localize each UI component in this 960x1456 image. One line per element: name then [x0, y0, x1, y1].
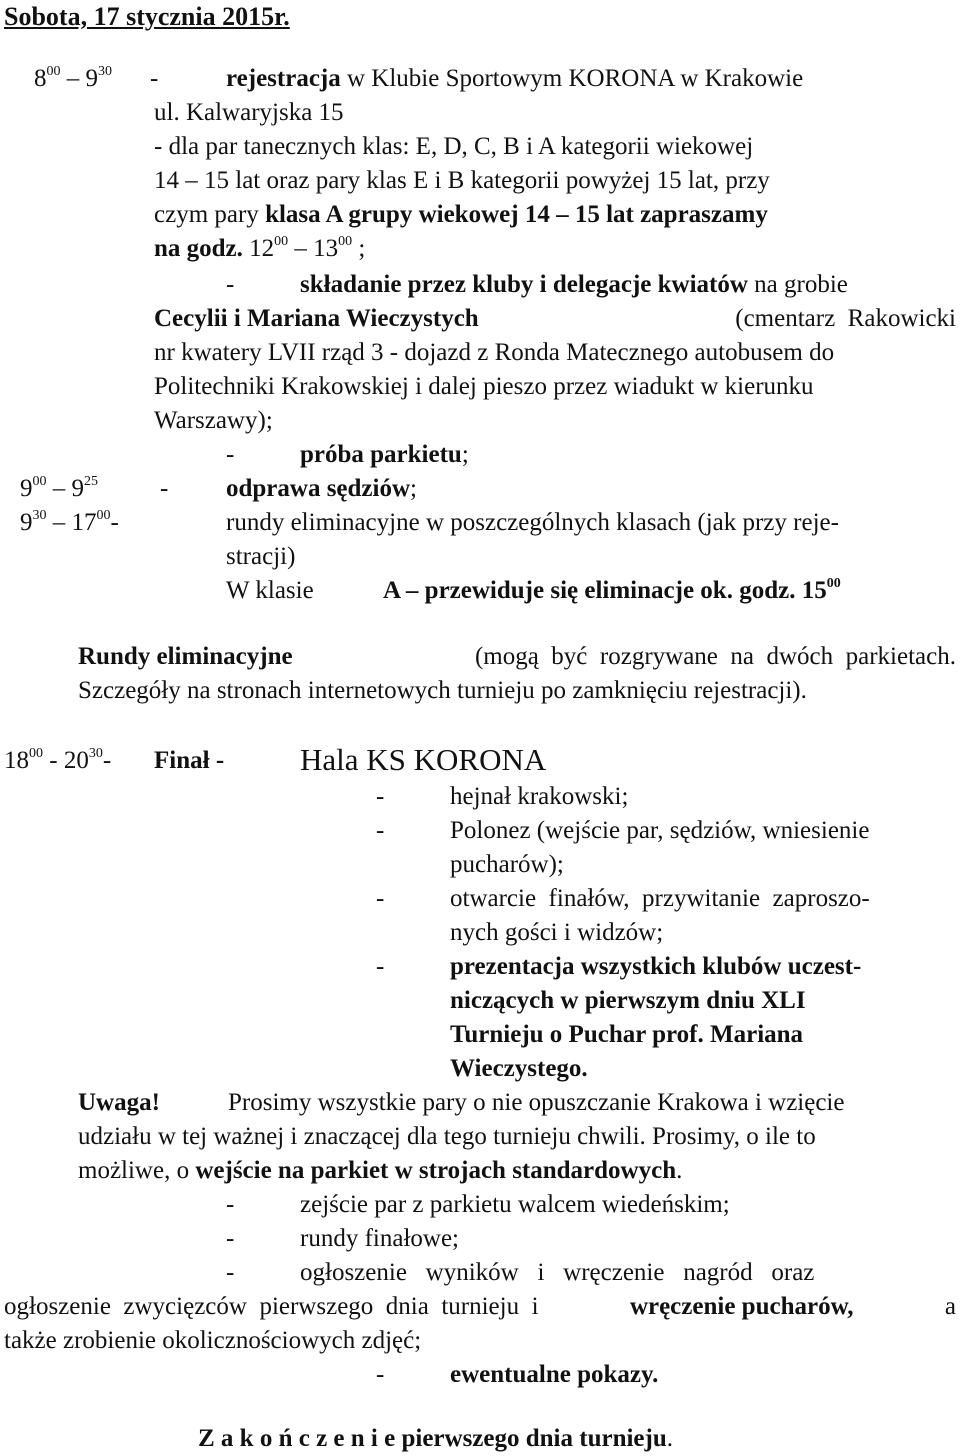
class-a-label: W klasie	[226, 577, 314, 604]
after-item-2: rundy finałowe;	[300, 1225, 459, 1252]
flowers-line-2: Cecylii i Mariana Wieczystych (cmentarz Rakowicki	[154, 305, 956, 332]
after-item-3: ogłoszenie wyników i wręczenie nagród oraz	[300, 1259, 815, 1286]
final-item-4d: Wieczystego.	[450, 1055, 588, 1082]
after-item-4: ewentualne pokazy.	[450, 1361, 659, 1388]
final-item-2a: Polonez (wejście par, sędziów, wniesienie	[450, 817, 870, 844]
registration-line-4: 14 – 15 lat oraz pary klas E i B kategorii powyżej 15 lat, przy	[154, 167, 770, 194]
registration-line-2: ul. Kalwaryjska 15	[154, 99, 344, 126]
final-item-4b: niczących w pierwszym dniu XLI	[450, 987, 806, 1014]
flowers-line-4: Politechniki Krakowskiej i dalej pieszo przez wiadukt w kierunku	[154, 373, 814, 400]
dash: -	[376, 953, 385, 980]
dash: -	[226, 441, 235, 468]
final-item-3a: otwarcie finałów, przywitanie zaproszo-	[450, 885, 870, 912]
rounds-line-2: stracji)	[226, 543, 296, 570]
notice-line-2: udziału w tej ważnej i znaczącej dla tego turnieju chwili. Prosimy, o ile to	[78, 1123, 816, 1150]
dash: -	[160, 475, 169, 502]
final-hall: Hala KS KORONA	[300, 742, 547, 777]
after-item-1: zejście par z parkietu walcem wiedeńskim;	[300, 1191, 730, 1218]
flowers-line-1: składanie przez kluby i delegacje kwiatów na grobie	[300, 271, 848, 298]
registration-line-3: - dla par tanecznych klas: E, D, C, B i A kategorii wiekowej	[154, 133, 754, 160]
notice-label: Uwaga!	[78, 1089, 160, 1116]
notice-line-3: możliwe, o wejście na parkiet w strojach standardowych.	[78, 1157, 683, 1184]
time-range-judges: $9^{00} - 9^{25}$	[20, 474, 98, 502]
dash: -	[226, 271, 235, 298]
final-item-4c: Turnieju o Puchar prof. Mariana	[450, 1021, 804, 1048]
final-item-1: hejnał krakowski;	[450, 783, 629, 810]
dash: -	[376, 783, 385, 810]
page-title: Sobota, 17 stycznia 2015r.	[4, 2, 290, 31]
dash: -	[150, 65, 159, 92]
after-line-2: ogłoszenie zwycięzców pierwszego dnia turnieju i wręczenie pucharów, a	[4, 1293, 956, 1320]
time-range-rounds: $9^{30} - 17^{00}-$	[20, 508, 119, 536]
flowers-line-3: nr kwatery LVII rząd 3 - dojazd z Ronda Matecznego autobusem do	[154, 339, 835, 366]
notice-line-1: Prosimy wszystkie pary o nie opuszczanie Krakowa i wzięcie	[228, 1089, 845, 1116]
registration-line-6: na godz. $12^{00} - 13^{00}$ ;	[154, 234, 366, 262]
time-range-final: $18^{00} - 20^{30}-$	[4, 746, 112, 774]
final-item-3b: nych gości i widzów;	[450, 919, 664, 946]
rounds-info-line-2: Szczegóły na stronach internetowych turnieju po zamknięciu rejestracji).	[78, 677, 807, 704]
registration-line-1: rejestracja w Klubie Sportowym KORONA w Krakowie	[226, 65, 804, 92]
dash: -	[376, 817, 385, 844]
time-range-registration: $8^{00} - 9^{30}$	[34, 64, 112, 92]
registration-line-5: czym pary klasa A grupy wiekowej 14 – 15 lat zapraszamy	[154, 201, 768, 228]
judges-briefing: odprawa sędziów;	[226, 475, 417, 502]
dash: -	[376, 885, 385, 912]
final-label: Finał -	[154, 747, 225, 774]
rounds-info-line-1: Rundy eliminacyjne (mogą być rozgrywane na dwóch parkietach.	[78, 643, 956, 670]
dash: -	[226, 1225, 235, 1252]
dash: -	[226, 1259, 235, 1286]
dash: -	[226, 1191, 235, 1218]
class-a-note: A – przewiduje się eliminacje ok. godz. $15^{00}$	[383, 576, 841, 604]
final-item-4a: prezentacja wszystkich klubów uczest-	[450, 953, 862, 980]
floor-rehearsal: próba parkietu;	[300, 441, 469, 468]
final-item-2b: pucharów);	[450, 851, 564, 878]
closing-line: Z a k o ń c z e n i e pierwszego dnia turnieju.	[198, 1425, 673, 1452]
dash: -	[376, 1361, 385, 1388]
rounds-line-1: rundy eliminacyjne w poszczególnych klasach (jak przy reje-	[226, 509, 839, 536]
after-line-3: także zrobienie okolicznościowych zdjęć;	[4, 1327, 422, 1354]
flowers-line-5: Warszawy);	[154, 407, 273, 434]
